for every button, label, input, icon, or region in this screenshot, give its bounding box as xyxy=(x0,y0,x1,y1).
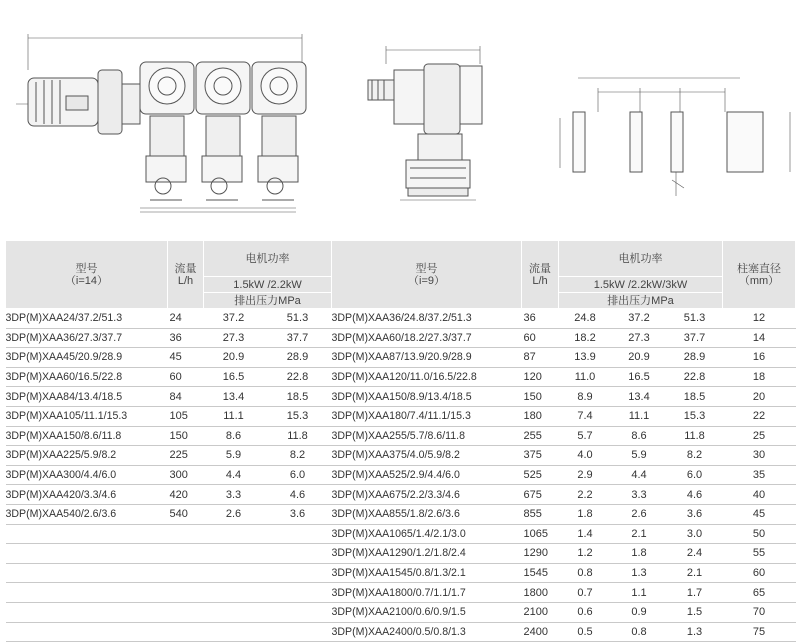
right-p2-cell: 0.9 xyxy=(612,602,667,622)
right-p3-cell: 4.6 xyxy=(667,485,723,505)
right-flow-cell: 375 xyxy=(522,446,559,466)
right-dia-cell: 70 xyxy=(723,602,796,622)
right-model-cell: 3DP(M)XAA36/24.8/37.2/51.3 xyxy=(332,309,522,329)
left-model-cell xyxy=(6,622,168,642)
left-model-cell: 3DP(M)XAA24/37.2/51.3 xyxy=(6,309,168,329)
table-row xyxy=(6,465,796,485)
left-model-cell xyxy=(6,544,168,564)
right-model-header xyxy=(332,241,522,309)
right-p1-cell: 1.2 xyxy=(559,544,612,564)
left-model-cell: 3DP(M)XAA84/13.4/18.5 xyxy=(6,387,168,407)
right-model-cell: 3DP(M)XAA1545/0.8/1.3/2.1 xyxy=(332,563,522,583)
pump-head-2 xyxy=(196,62,250,200)
left-p2-cell: 4.6 xyxy=(264,485,332,505)
left-p1-cell: 16.5 xyxy=(204,367,264,387)
right-p1-cell: 0.7 xyxy=(559,583,612,603)
right-p2-cell: 5.9 xyxy=(612,446,667,466)
right-model-cell: 3DP(M)XAA2400/0.5/0.8/1.3 xyxy=(332,622,522,642)
right-p1-cell: 2.9 xyxy=(559,465,612,485)
right-p3-cell: 2.4 xyxy=(667,544,723,564)
left-flow-cell: 300 xyxy=(168,465,204,485)
right-dia-cell: 12 xyxy=(723,309,796,329)
left-flow-cell: 36 xyxy=(168,328,204,348)
pump-side-view xyxy=(368,46,482,200)
right-p2-cell: 4.4 xyxy=(612,465,667,485)
right-dia-cell: 16 xyxy=(723,348,796,368)
left-flow-header xyxy=(168,241,204,309)
left-p2-cell: 51.3 xyxy=(264,309,332,329)
left-p1-cell: 13.4 xyxy=(204,387,264,407)
right-p1-cell: 5.7 xyxy=(559,426,612,446)
right-dia-cell: 35 xyxy=(723,465,796,485)
left-flow-label: 流量 xyxy=(174,262,197,275)
right-p1-cell: 0.8 xyxy=(559,563,612,583)
left-flow-cell xyxy=(168,563,204,583)
left-model-cell: 3DP(M)XAA36/27.3/37.7 xyxy=(6,328,168,348)
right-p1-cell: 18.2 xyxy=(559,328,612,348)
foundation-plan xyxy=(560,78,790,196)
table-row xyxy=(6,309,796,329)
left-model-header xyxy=(6,241,168,309)
left-flow-cell: 60 xyxy=(168,367,204,387)
right-p3-cell: 8.2 xyxy=(667,446,723,466)
left-flow-cell: 24 xyxy=(168,309,204,329)
right-flow-cell: 1065 xyxy=(522,524,559,544)
right-dia-cell: 20 xyxy=(723,387,796,407)
left-p1-cell: 11.1 xyxy=(204,406,264,426)
right-dia-cell: 60 xyxy=(723,563,796,583)
right-flow-cell: 120 xyxy=(522,367,559,387)
right-flow-header xyxy=(522,241,559,309)
table-row xyxy=(6,348,796,368)
table-row xyxy=(6,387,796,407)
right-p3-cell: 15.3 xyxy=(667,406,723,426)
left-flow-cell: 45 xyxy=(168,348,204,368)
left-p2-cell: 6.0 xyxy=(264,465,332,485)
right-p2-cell: 0.8 xyxy=(612,622,667,642)
spec-table xyxy=(5,240,796,642)
right-pressure-header: 排出压力MPa xyxy=(559,293,723,309)
left-p2-cell: 18.5 xyxy=(264,387,332,407)
right-p2-cell: 13.4 xyxy=(612,387,667,407)
right-flow-cell: 150 xyxy=(522,387,559,407)
left-p1-cell: 37.2 xyxy=(204,309,264,329)
table-row xyxy=(6,524,796,544)
right-p3-cell: 3.0 xyxy=(667,524,723,544)
right-dia-cell: 25 xyxy=(723,426,796,446)
left-p1-cell: 4.4 xyxy=(204,465,264,485)
right-p2-cell: 1.3 xyxy=(612,563,667,583)
left-flow-cell: 225 xyxy=(168,446,204,466)
right-power-values: 1.5kW /2.2kW/3kW xyxy=(559,277,723,293)
left-p1-cell: 5.9 xyxy=(204,446,264,466)
right-flow-cell: 525 xyxy=(522,465,559,485)
left-model-cell: 3DP(M)XAA300/4.4/6.0 xyxy=(6,465,168,485)
left-flow-cell: 420 xyxy=(168,485,204,505)
right-p2-cell: 1.1 xyxy=(612,583,667,603)
left-p2-cell xyxy=(264,602,332,622)
left-flow-cell: 84 xyxy=(168,387,204,407)
left-flow-unit: L/h xyxy=(177,274,194,287)
right-p1-cell: 0.5 xyxy=(559,622,612,642)
right-flow-cell: 2100 xyxy=(522,602,559,622)
right-dia-cell: 55 xyxy=(723,544,796,564)
left-model-cell xyxy=(6,602,168,622)
right-p1-cell: 1.8 xyxy=(559,504,612,524)
left-p2-cell xyxy=(264,583,332,603)
right-p1-cell: 0.6 xyxy=(559,602,612,622)
plunger-diameter-unit: （mm） xyxy=(738,274,780,287)
left-p2-cell xyxy=(264,563,332,583)
right-p2-cell: 3.3 xyxy=(612,485,667,505)
left-flow-cell: 105 xyxy=(168,406,204,426)
left-motor-power-header: 电机功率 xyxy=(204,241,332,277)
right-p2-cell: 2.1 xyxy=(612,524,667,544)
table-row xyxy=(6,544,796,564)
right-flow-cell: 2400 xyxy=(522,622,559,642)
right-p3-cell: 18.5 xyxy=(667,387,723,407)
right-flow-cell: 60 xyxy=(522,328,559,348)
left-p1-cell: 2.6 xyxy=(204,504,264,524)
left-model-cell: 3DP(M)XAA540/2.6/3.6 xyxy=(6,504,168,524)
right-p1-cell: 11.0 xyxy=(559,367,612,387)
left-ratio-label: （i=14） xyxy=(64,274,109,287)
left-model-cell: 3DP(M)XAA150/8.6/11.8 xyxy=(6,426,168,446)
right-dia-cell: 75 xyxy=(723,622,796,642)
left-flow-cell: 540 xyxy=(168,504,204,524)
left-flow-cell xyxy=(168,583,204,603)
left-p2-cell: 37.7 xyxy=(264,328,332,348)
spec-table-body xyxy=(6,309,796,642)
left-flow-cell xyxy=(168,544,204,564)
right-p2-cell: 1.8 xyxy=(612,544,667,564)
right-p2-cell: 27.3 xyxy=(612,328,667,348)
right-model-cell: 3DP(M)XAA1800/0.7/1.1/1.7 xyxy=(332,583,522,603)
left-p2-cell xyxy=(264,622,332,642)
left-p2-cell: 28.9 xyxy=(264,348,332,368)
table-row xyxy=(6,485,796,505)
right-p3-cell: 6.0 xyxy=(667,465,723,485)
table-row xyxy=(6,446,796,466)
left-flow-cell xyxy=(168,524,204,544)
right-p3-cell: 3.6 xyxy=(667,504,723,524)
right-model-cell: 3DP(M)XAA2100/0.6/0.9/1.5 xyxy=(332,602,522,622)
right-flow-cell: 87 xyxy=(522,348,559,368)
left-model-cell xyxy=(6,524,168,544)
left-p2-cell: 8.2 xyxy=(264,446,332,466)
right-dia-cell: 18 xyxy=(723,367,796,387)
left-p2-cell: 22.8 xyxy=(264,367,332,387)
right-flow-cell: 1545 xyxy=(522,563,559,583)
right-model-cell: 3DP(M)XAA1290/1.2/1.8/2.4 xyxy=(332,544,522,564)
right-p1-cell: 2.2 xyxy=(559,485,612,505)
left-model-cell: 3DP(M)XAA45/20.9/28.9 xyxy=(6,348,168,368)
right-p3-cell: 2.1 xyxy=(667,563,723,583)
technical-drawings xyxy=(0,0,800,240)
right-dia-cell: 45 xyxy=(723,504,796,524)
plunger-diameter-label: 柱塞直径 xyxy=(737,262,781,275)
right-ratio-label: （i=9） xyxy=(408,274,445,287)
right-flow-cell: 255 xyxy=(522,426,559,446)
right-p2-cell: 37.2 xyxy=(612,309,667,329)
right-model-cell: 3DP(M)XAA150/8.9/13.4/18.5 xyxy=(332,387,522,407)
left-model-cell xyxy=(6,563,168,583)
left-p1-cell xyxy=(204,544,264,564)
table-row xyxy=(6,406,796,426)
left-model-label: 型号 xyxy=(75,262,98,275)
right-dia-cell: 14 xyxy=(723,328,796,348)
right-model-cell: 3DP(M)XAA375/4.0/5.9/8.2 xyxy=(332,446,522,466)
left-p1-cell xyxy=(204,524,264,544)
left-p1-cell xyxy=(204,563,264,583)
right-model-cell: 3DP(M)XAA255/5.7/8.6/11.8 xyxy=(332,426,522,446)
pump-head-1 xyxy=(140,62,194,200)
right-model-cell: 3DP(M)XAA855/1.8/2.6/3.6 xyxy=(332,504,522,524)
left-model-cell: 3DP(M)XAA105/11.1/15.3 xyxy=(6,406,168,426)
right-p1-cell: 4.0 xyxy=(559,446,612,466)
left-p1-cell: 27.3 xyxy=(204,328,264,348)
left-p1-cell: 8.6 xyxy=(204,426,264,446)
table-row xyxy=(6,583,796,603)
right-motor-power-header: 电机功率 xyxy=(559,241,723,277)
right-model-cell: 3DP(M)XAA87/13.9/20.9/28.9 xyxy=(332,348,522,368)
right-flow-cell: 1800 xyxy=(522,583,559,603)
right-p2-cell: 20.9 xyxy=(612,348,667,368)
right-dia-cell: 40 xyxy=(723,485,796,505)
left-flow-cell: 150 xyxy=(168,426,204,446)
right-flow-unit: L/h xyxy=(532,274,548,287)
right-dia-cell: 30 xyxy=(723,446,796,466)
left-p2-cell: 15.3 xyxy=(264,406,332,426)
left-p2-cell xyxy=(264,524,332,544)
left-p1-cell: 3.3 xyxy=(204,485,264,505)
right-model-label: 型号 xyxy=(415,262,438,275)
right-p2-cell: 16.5 xyxy=(612,367,667,387)
right-flow-label: 流量 xyxy=(529,262,551,275)
table-row xyxy=(6,367,796,387)
left-model-cell: 3DP(M)XAA60/16.5/22.8 xyxy=(6,367,168,387)
left-p1-cell xyxy=(204,583,264,603)
right-model-cell: 3DP(M)XAA675/2.2/3.3/4.6 xyxy=(332,485,522,505)
right-model-cell: 3DP(M)XAA1065/1.4/2.1/3.0 xyxy=(332,524,522,544)
table-row xyxy=(6,328,796,348)
right-flow-cell: 855 xyxy=(522,504,559,524)
left-flow-cell xyxy=(168,622,204,642)
left-p1-cell: 20.9 xyxy=(204,348,264,368)
left-power-values: 1.5kW /2.2kW xyxy=(204,277,332,293)
right-flow-cell: 675 xyxy=(522,485,559,505)
left-pressure-header: 排出压力MPa xyxy=(204,293,332,309)
right-p3-cell: 28.9 xyxy=(667,348,723,368)
table-row xyxy=(6,622,796,642)
right-p1-cell: 1.4 xyxy=(559,524,612,544)
pump-head-3 xyxy=(252,62,306,200)
left-flow-cell xyxy=(168,602,204,622)
left-model-cell xyxy=(6,583,168,603)
right-dia-cell: 50 xyxy=(723,524,796,544)
right-flow-cell: 1290 xyxy=(522,544,559,564)
table-row xyxy=(6,563,796,583)
plunger-diameter-header xyxy=(723,241,796,309)
right-flow-cell: 180 xyxy=(522,406,559,426)
left-p2-cell: 3.6 xyxy=(264,504,332,524)
table-row xyxy=(6,602,796,622)
right-flow-cell: 36 xyxy=(522,309,559,329)
pump-front-view xyxy=(16,34,306,212)
right-p3-cell: 51.3 xyxy=(667,309,723,329)
right-p3-cell: 11.8 xyxy=(667,426,723,446)
right-dia-cell: 22 xyxy=(723,406,796,426)
right-p2-cell: 8.6 xyxy=(612,426,667,446)
left-model-cell: 3DP(M)XAA225/5.9/8.2 xyxy=(6,446,168,466)
right-p1-cell: 13.9 xyxy=(559,348,612,368)
right-p1-cell: 7.4 xyxy=(559,406,612,426)
right-p3-cell: 1.7 xyxy=(667,583,723,603)
right-model-cell: 3DP(M)XAA60/18.2/27.3/37.7 xyxy=(332,328,522,348)
right-model-cell: 3DP(M)XAA525/2.9/4.4/6.0 xyxy=(332,465,522,485)
table-row xyxy=(6,504,796,524)
right-p3-cell: 1.5 xyxy=(667,602,723,622)
left-p2-cell: 11.8 xyxy=(264,426,332,446)
right-model-cell: 3DP(M)XAA180/7.4/11.1/15.3 xyxy=(332,406,522,426)
right-dia-cell: 65 xyxy=(723,583,796,603)
right-p2-cell: 11.1 xyxy=(612,406,667,426)
right-p2-cell: 2.6 xyxy=(612,504,667,524)
left-p1-cell xyxy=(204,622,264,642)
right-p3-cell: 1.3 xyxy=(667,622,723,642)
table-row xyxy=(6,426,796,446)
right-p1-cell: 24.8 xyxy=(559,309,612,329)
left-p2-cell xyxy=(264,544,332,564)
right-model-cell: 3DP(M)XAA120/11.0/16.5/22.8 xyxy=(332,367,522,387)
left-p1-cell xyxy=(204,602,264,622)
left-model-cell: 3DP(M)XAA420/3.3/4.6 xyxy=(6,485,168,505)
right-p1-cell: 8.9 xyxy=(559,387,612,407)
right-p3-cell: 22.8 xyxy=(667,367,723,387)
right-p3-cell: 37.7 xyxy=(667,328,723,348)
